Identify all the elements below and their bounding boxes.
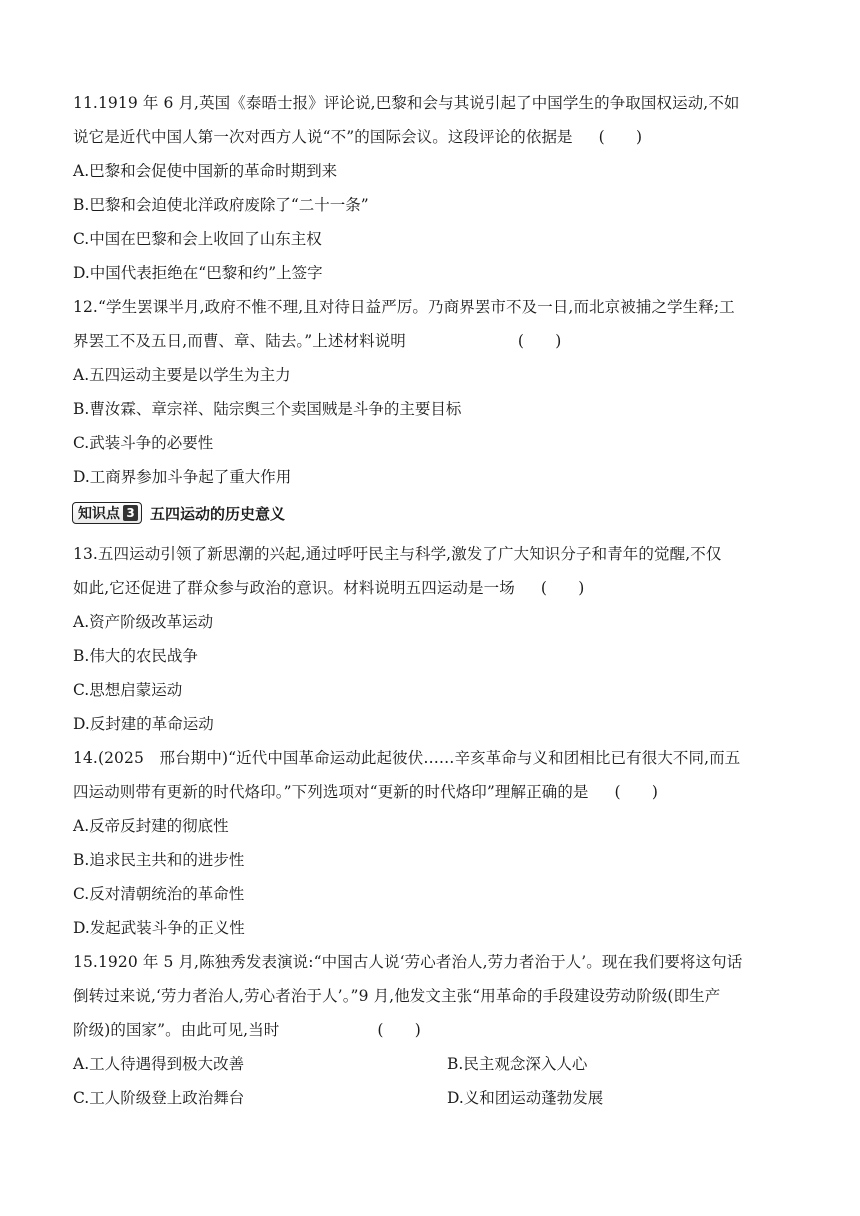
section-title: 五四运动的历史意义 [150,504,286,523]
question-15-options-row-1 [73,1053,793,1075]
question-11-option-b: B.巴黎和会迫使北洋政府废除了“二十一条” [73,196,369,214]
question-14-stem-text: 四运动则带有更新的时代烙印。”下列选项对“更新的时代烙印”理解正确的是 [73,783,589,801]
question-11-stem-line-1: 11.1919 年 6 月,英国《泰晤士报》评论说,巴黎和会与其说引起了中国学生的争取国权运动,不如 [73,94,740,112]
question-12-stem-text: 界罢工不及五日,而曹、章、陆去。”上述材料说明 [73,332,406,350]
question-12-option-c: C.武装斗争的必要性 [73,434,214,452]
question-15-options-row-2 [73,1087,793,1109]
question-15-option-c: C.工人阶级登上政治舞台 [73,1089,245,1107]
question-11-option-a: A.巴黎和会促使中国新的革命时期到来 [73,162,338,180]
question-14-answer-blank: ( ) [614,783,659,801]
question-14-option-b: B.追求民主共和的进步性 [73,851,245,869]
section-header [72,500,285,526]
question-13-stem-line-1: 13.五四运动引领了新思潮的兴起,通过呼吁民主与科学,激发了广大知识分子和青年的觉醒,不仅 [73,545,722,563]
question-15-answer-blank: ( ) [377,1021,421,1039]
question-12-answer-blank: ( ) [517,332,562,350]
question-15-stem-line-3 [73,1019,793,1041]
question-13-stem-text: 如此,它还促进了群众参与政治的意识。材料说明五四运动是一场 [73,579,515,597]
question-12-option-a: A.五四运动主要是以学生为主力 [73,366,291,384]
question-14-option-c: C.反对清朝统治的革命性 [73,885,245,903]
question-15-stem-text: 阶级)的国家”。由此可见,当时 [73,1021,280,1039]
question-13-option-a: A.资产阶级改革运动 [73,613,214,631]
question-15-option-a: A.工人待遇得到极大改善 [73,1055,245,1073]
question-14-stem-line-2 [73,781,793,803]
question-15-option-d: D.义和团运动蓬勃发展 [447,1089,604,1107]
question-15-stem-line-2: 倒转过来说,‘劳力者治人,劳心者治于人’。”9 月,他发文主张“用革命的手段建设劳动阶级(即生产 [73,987,721,1005]
question-15-option-b: B.民主观念深入人心 [447,1055,588,1073]
knowledge-point-label: 知识点 [78,506,120,522]
question-13-stem-line-2 [73,577,793,599]
question-11-stem-line-2 [73,126,793,148]
knowledge-point-number: 3 [123,505,138,521]
question-14-option-a: A.反帝反封建的彻底性 [73,817,229,835]
question-12-stem-line-1: 12.“学生罢课半月,政府不惟不理,且对待日益严厉。乃商界罢市不及一日,而北京被捕之学生释;工 [73,298,735,316]
knowledge-point-badge [72,502,142,524]
question-11-option-d: D.中国代表拒绝在“巴黎和约”上签字 [73,264,323,282]
question-15-stem-line-1: 15.1920 年 5 月,陈独秀发表演说:“中国古人说‘劳心者治人,劳力者治于人’。现在我们要将这句话 [73,953,743,971]
question-13-option-d: D.反封建的革命运动 [73,715,214,733]
question-11-answer-blank: ( ) [598,128,643,146]
question-13-answer-blank: ( ) [540,579,585,597]
question-13-option-c: C.思想启蒙运动 [73,681,183,699]
question-11-stem-text: 说它是近代中国人第一次对西方人说“不”的国际会议。这段评论的依据是 [73,128,573,146]
question-14-option-d: D.发起武装斗争的正义性 [73,919,245,937]
question-12-option-b: B.曹汝霖、章宗祥、陆宗舆三个卖国贼是斗争的主要目标 [73,400,462,418]
question-12-option-d: D.工商界参加斗争起了重大作用 [73,468,292,486]
question-11-option-c: C.中国在巴黎和会上收回了山东主权 [73,230,322,248]
question-13-option-b: B.伟大的农民战争 [73,647,198,665]
question-12-stem-line-2 [73,330,793,352]
question-14-stem-line-1: 14.(2025 邢台期中)“近代中国革命运动此起彼伏……辛亥革命与义和团相比已有很大不同,而五 [73,749,741,767]
